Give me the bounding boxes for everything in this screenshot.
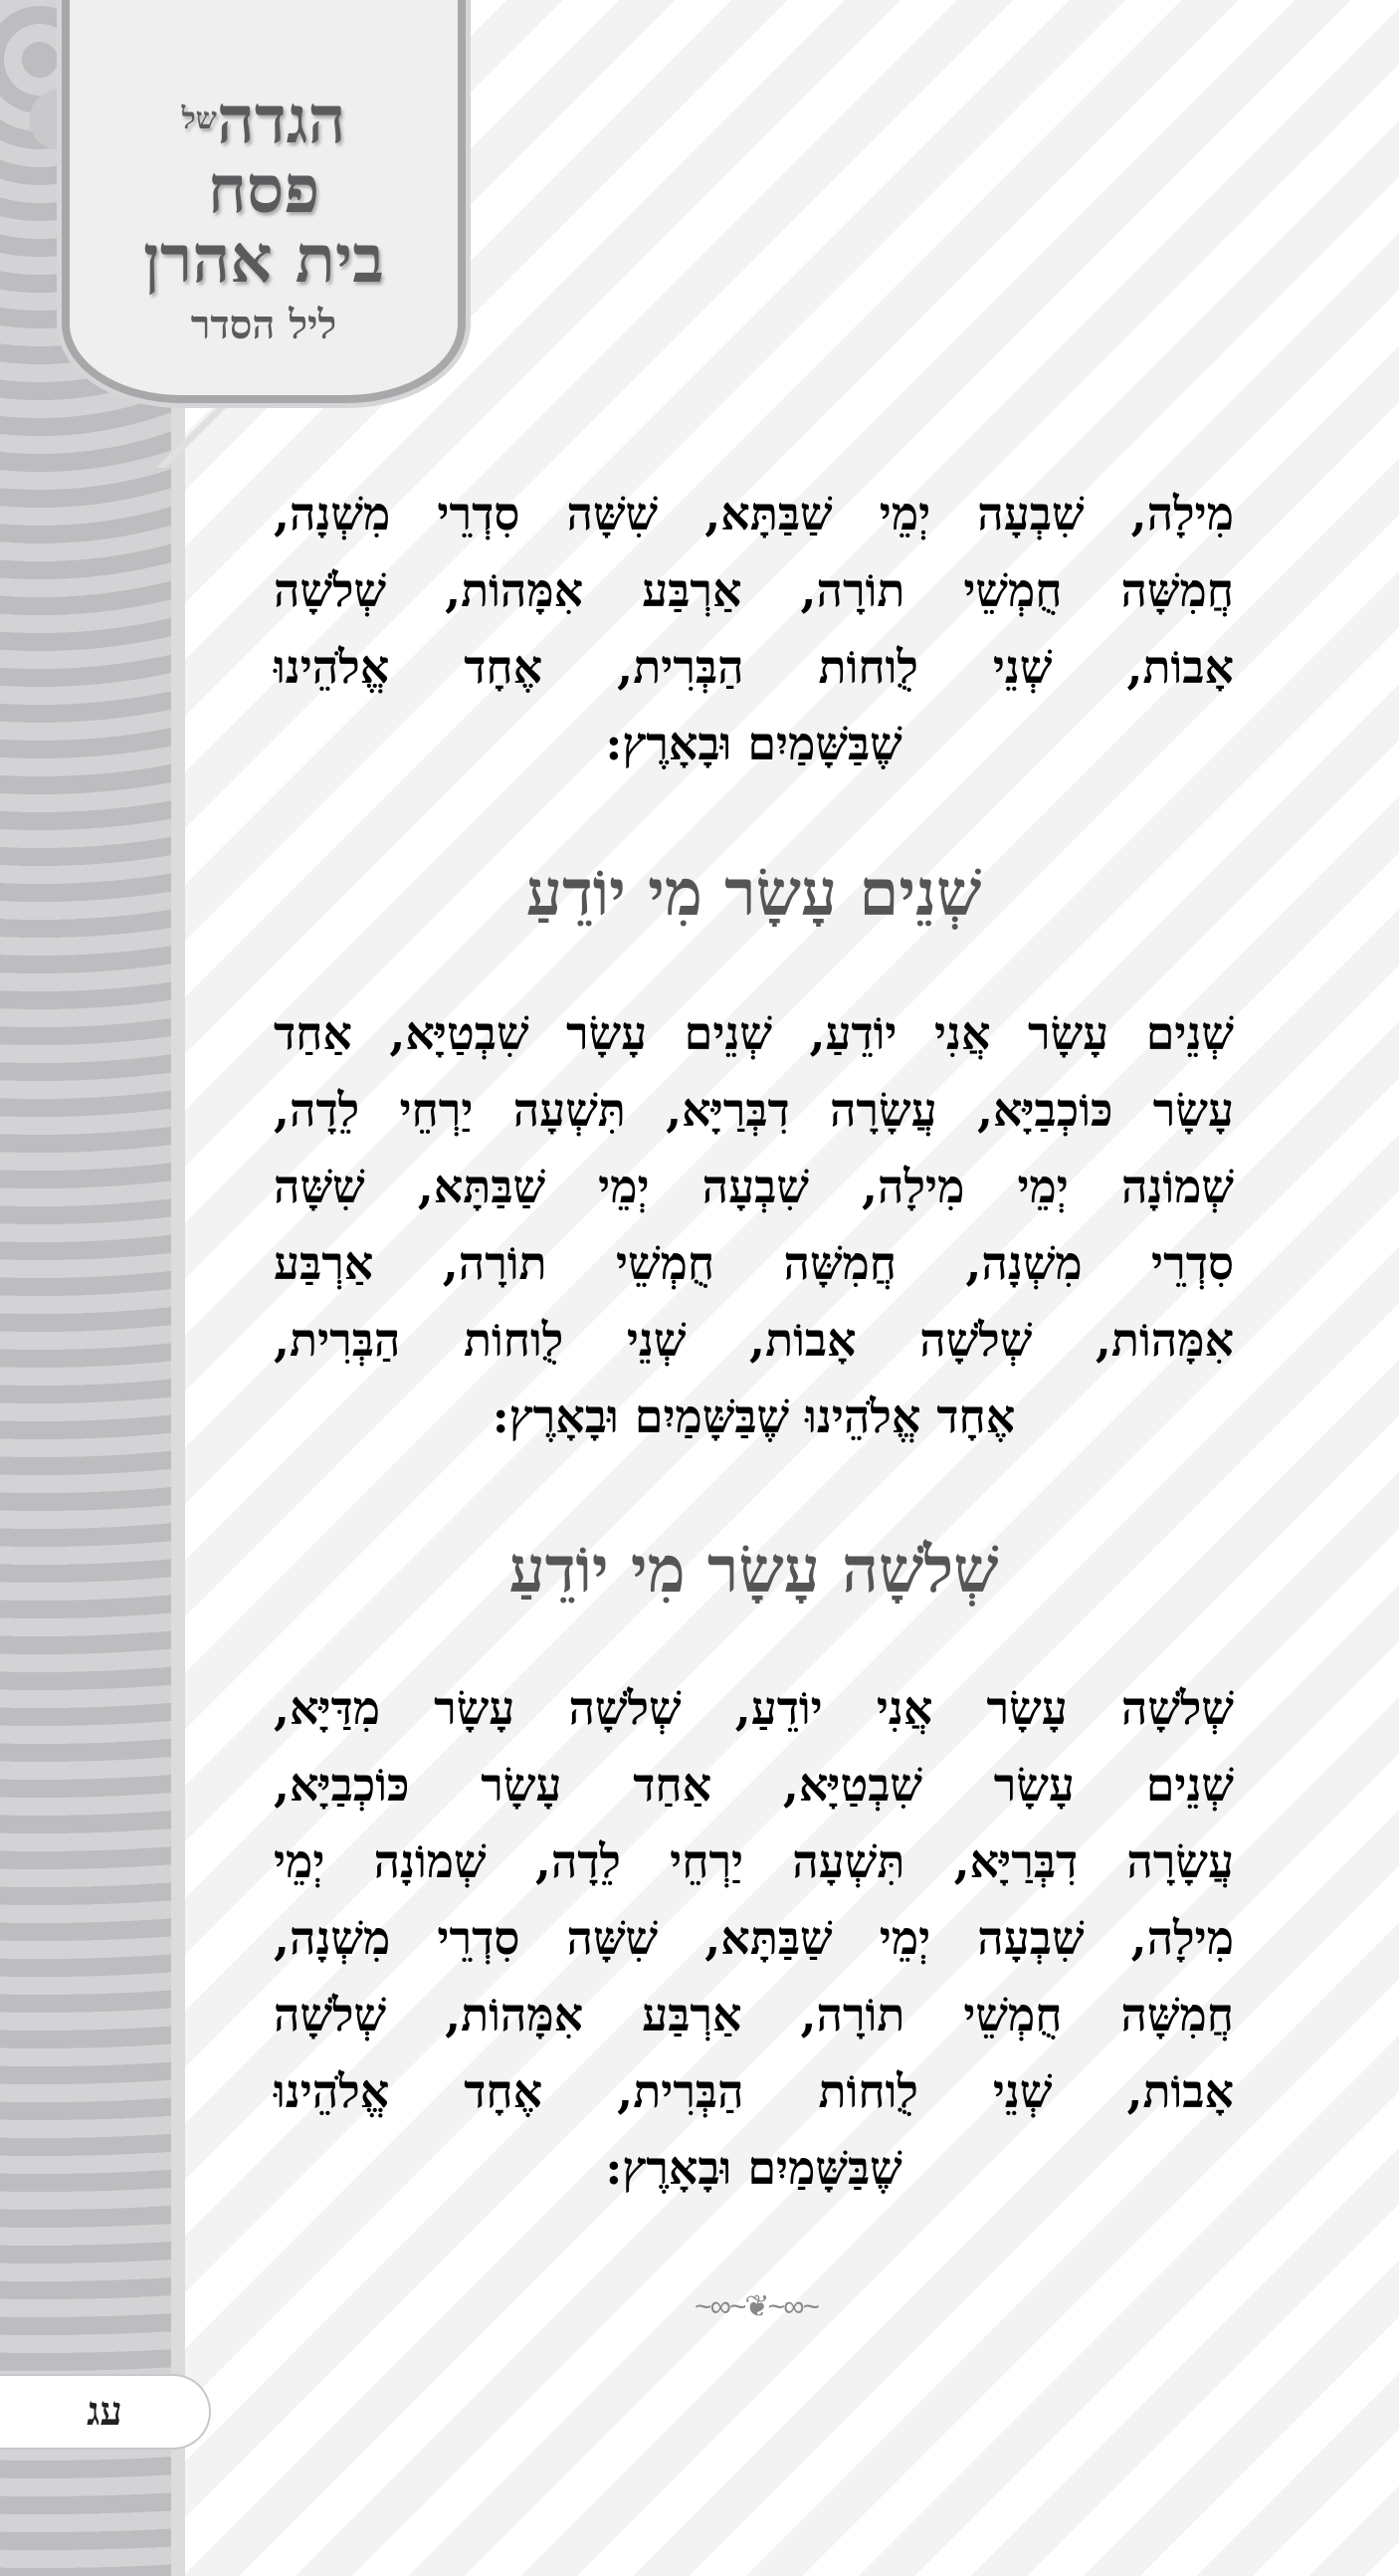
logo-word: הגדה	[216, 81, 346, 158]
text-line: שְׁמוֹנָה יְמֵי מִילָה, שִׁבְעָה יְמֵי שַׁבַּתָּא, שִׁשָּׁה	[274, 1160, 1234, 1213]
logo-title	[70, 81, 458, 298]
text-line: מִילָה, שִׁבְעָה יְמֵי שַׁבַּתָּא, שִׁשָּׁה סִדְרֵי מִשְׁנָה,	[274, 1911, 1234, 1965]
text-line: אִמָּהוֹת, שְׁלֹשָׁה אָבוֹת, שְׁנֵי לֻוחוֹת הַבְּרִית,	[274, 1313, 1234, 1367]
paragraph-twelve	[274, 995, 1234, 1455]
logo-word: פסח	[207, 150, 320, 228]
text-line: חֲמִשָּׁה חֻמְשֵׁי תוֹרָה, אַרְבַּע אִמָּהוֹת, שְׁלֹשָׁה	[274, 1988, 1234, 2041]
paragraph-end-eleven	[274, 476, 1234, 782]
section-heading: שְׁלֹשָׁה עָשָׂר מִי יוֹדֵעַ	[508, 1533, 999, 1608]
text-line: שְׁנֵים עָשָׂר אֲנִי יוֹדֵעַ, שְׁנֵים עָשָׂר שִׁבְטַיָּא, אַחַד	[274, 1006, 1234, 1060]
flourish-ornament-icon: ~∞~❦~∞~	[695, 2290, 818, 2323]
logo-subtitle: ליל הסדר	[190, 302, 337, 348]
section-heading: שְׁנֵים עָשָׂר מִי יוֹדֵעַ	[525, 856, 982, 931]
haggadah-logo	[62, 0, 466, 403]
text-line: סִדְרֵי מִשְׁנָה, חֲמִשָּׁה חֻמְשֵׁי תוֹרָה, אַרְבַּע	[274, 1236, 1234, 1290]
text-line: שְׁלֹשָׁה עָשָׂר אֲנִי יוֹדֵעַ, שְׁלֹשָׁה עָשָׂר מִדַּיָּא,	[274, 1681, 1234, 1735]
text-line: שֶׁבַּשָּׁמַיִם וּבָאָרֶץ:	[605, 717, 902, 770]
text-line: עֲשָׂרָה דִבְּרַיָּא, תִּשְׁעָה יַרְחֵי לֵדָה, שְׁמוֹנָה יְמֵי	[274, 1834, 1234, 1888]
text-line: אֶחָד אֱלֹהֵינוּ שֶׁבַּשָּׁמַיִם וּבָאָרֶץ:	[492, 1390, 1016, 1443]
text-line: חֲמִשָּׁה חֻמְשֵׁי תוֹרָה, אַרְבַּע אִמָּהוֹת, שְׁלֹשָׁה	[274, 563, 1234, 617]
text-line: מִילָה, שִׁבְעָה יְמֵי שַׁבַּתָּא, שִׁשָּׁה סִדְרֵי מִשְׁנָה,	[274, 487, 1234, 540]
text-line: אָבוֹת, שְׁנֵי לֻוחוֹת הַבְּרִית, אֶחָד אֱלֹהֵינוּ	[274, 640, 1234, 694]
text-line: עָשָׂר כּוֹכְבַיָּא, עֲשָׂרָה דִבְּרַיָּא, תִּשְׁעָה יַרְחֵי לֵדָה,	[274, 1083, 1234, 1137]
logo-word-small: של	[181, 102, 217, 136]
text-line: אָבוֹת, שְׁנֵי לֻוחוֹת הַבְּרִית, אֶחָד אֱלֹהֵינוּ	[274, 2064, 1234, 2118]
page-number: עג	[0, 2374, 211, 2450]
logo-word: בית אהרן	[143, 220, 384, 298]
text-line: שֶׁבַּשָּׁמַיִם וּבָאָרֶץ:	[605, 2141, 902, 2195]
text-line: שְׁנֵים עָשָׂר שִׁבְטַיָּא, אַחַד עָשָׂר כּוֹכְבַיָּא,	[274, 1758, 1234, 1812]
paragraph-thirteen	[274, 1670, 1234, 2207]
